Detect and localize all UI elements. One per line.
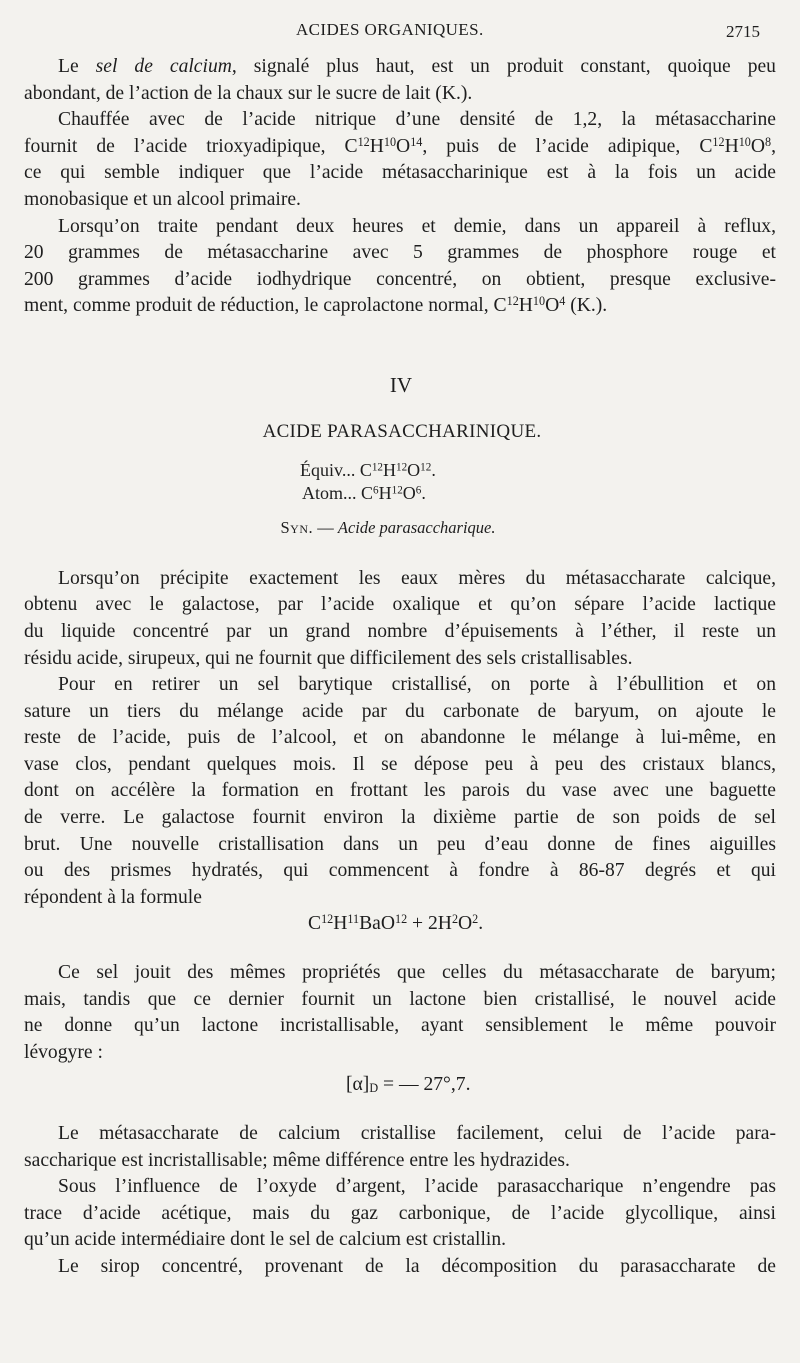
text-line: Le sirop concentré, provenant de la décomposition du parasaccharate de (58, 1255, 776, 1277)
text-line: trace d’acide acétique, mais du gaz carbonique, de l’acide glycollique, ainsi (24, 1202, 776, 1224)
text-line: fournit de l’acide trioxyadipique, $C^{12}H^{10}O^{14}$, puis de l’acide adipique, $C^{12}H^{10}O^8$, (24, 134, 776, 157)
running-head (0, 16, 800, 44)
emphasis: sel de calcium (95, 56, 232, 77)
text-line: Lorsqu’on précipite exactement les eaux mères du métasaccharate calcique, (58, 567, 776, 589)
text-line: répondent à la formule (24, 886, 202, 908)
running-title: ACIDES ORGANIQUES. (296, 20, 484, 39)
body-text (24, 54, 776, 1281)
barium-salt-formula: $C^{12}H^{11}BaO^{12} + 2H^2O^2$. (308, 912, 484, 935)
text-line: vase clos, pendant quelques mois. Il se dépose peu à peu des cristaux blancs, (24, 753, 776, 775)
text-line: saccharique est incristallisable; même différence entre les hydrazides. (24, 1149, 570, 1171)
text-line: ne donne qu’un lactone incristallisable, ayant sensiblement le même pouvoir (24, 1015, 776, 1037)
text-line: ment, comme produit de réduction, le caprolactone normal, $C^{12}H^{10}O^4$ (K.). (24, 294, 608, 317)
paragraph-precipitation (24, 566, 776, 672)
section-title: ACIDE PARASACCHARINIQUE. (262, 420, 542, 442)
section-number: IV (389, 372, 413, 397)
rotation-formula: $[\alpha]_D$ = — 27°,7. (346, 1074, 471, 1096)
paragraph-sirop (24, 1254, 776, 1281)
text-line: lévogyre : (24, 1041, 103, 1063)
atom-formula: Atom... $C^6H^{12}O^6$. (302, 483, 426, 504)
page-number: 2715 (726, 22, 760, 41)
text-line: Chauffée avec de l’acide nitrique d’une densité de 1,2, la métasaccharine (58, 109, 776, 131)
text-line: qu’un acide intermédiaire dont le sel de calcium est cristallin. (24, 1229, 507, 1251)
paragraph-oxyde-argent (24, 1174, 776, 1254)
paragraph-metasaccharate (24, 1121, 776, 1174)
equiv-formula: Équiv... $C^{12}H^{12}O^{12}$. (300, 460, 436, 481)
paragraph-reduction (24, 214, 776, 320)
paragraph-acide-nitrique (24, 107, 776, 213)
text-line: monobasique et un alcool primaire. (24, 188, 301, 210)
text-line: Lorsqu’on traite pendant deux heures et demie, dans un appareil à reflux, (58, 215, 776, 237)
text-line: Ce sel jouit des mêmes propriétés que celles du métasaccharate de baryum; (58, 962, 776, 984)
text-line: Le sel de calcium, signalé plus haut, est un produit constant, quoique peu (58, 56, 776, 77)
formula-block (24, 459, 776, 505)
text-line: ce qui semble indiquer que l’acide métasaccharinique est à la fois un acide (24, 162, 776, 184)
text-line: Pour en retirer un sel barytique cristallisé, on porte à l’ébullition et on (58, 674, 776, 696)
paragraph-sel-de-calcium (24, 54, 776, 107)
text-line: de verre. Le galactose fournit environ la dixième partie de son poids de sel (24, 807, 776, 829)
text-line: brut. Une nouvelle cristallisation dans un peu d’eau donne de fines aiguilles (24, 833, 776, 855)
text-line: Le métasaccharate de calcium cristallise facilement, celui de l’acide para- (58, 1123, 776, 1144)
text-line: reste de l’acide, puis de l’alcool, et on abandonne le mélange à lui-même, en (24, 727, 776, 749)
text-line: obtenu avec le galactose, par l’acide oxalique et qu’on sépare l’acide lactique (24, 594, 776, 616)
paragraph-proprietes (24, 960, 776, 1099)
text-line: Sous l’influence de l’oxyde d’argent, l’acide parasaccharique n’engendre pas (58, 1176, 776, 1198)
text-line: dont on accélère la formation en frottant les parois du vase avec une baguette (24, 780, 776, 802)
synonym-line: Syn. — Acide parasaccharique. (280, 518, 496, 538)
text-line: mais, tandis que ce dernier fournit un lactone bien cristallisé, le nouvel acide (24, 988, 776, 1010)
text-line: 200 grammes d’acide iodhydrique concentré, on obtient, presque exclusive- (24, 268, 776, 290)
paragraph-sel-barytique (24, 672, 776, 938)
text-line: ou des prismes hydratés, qui commencent à fondre à 86-87 degrés et qui (24, 860, 776, 882)
text-line: abondant, de l’action de la chaux sur le sucre de lait (K.). (24, 82, 473, 104)
text-line: du liquide concentré par un grand nombre d’épuisements à l’éther, il reste un (24, 620, 776, 642)
text-line: 20 grammes de métasaccharine avec 5 grammes de phosphore rouge et (24, 242, 776, 264)
text-line: résidu acide, sirupeux, qui ne fournit que difficilement des sels cristallisables. (24, 647, 633, 669)
text-line: sature un tiers du mélange acide par du carbonate de baryum, on ajoute le (24, 700, 776, 722)
